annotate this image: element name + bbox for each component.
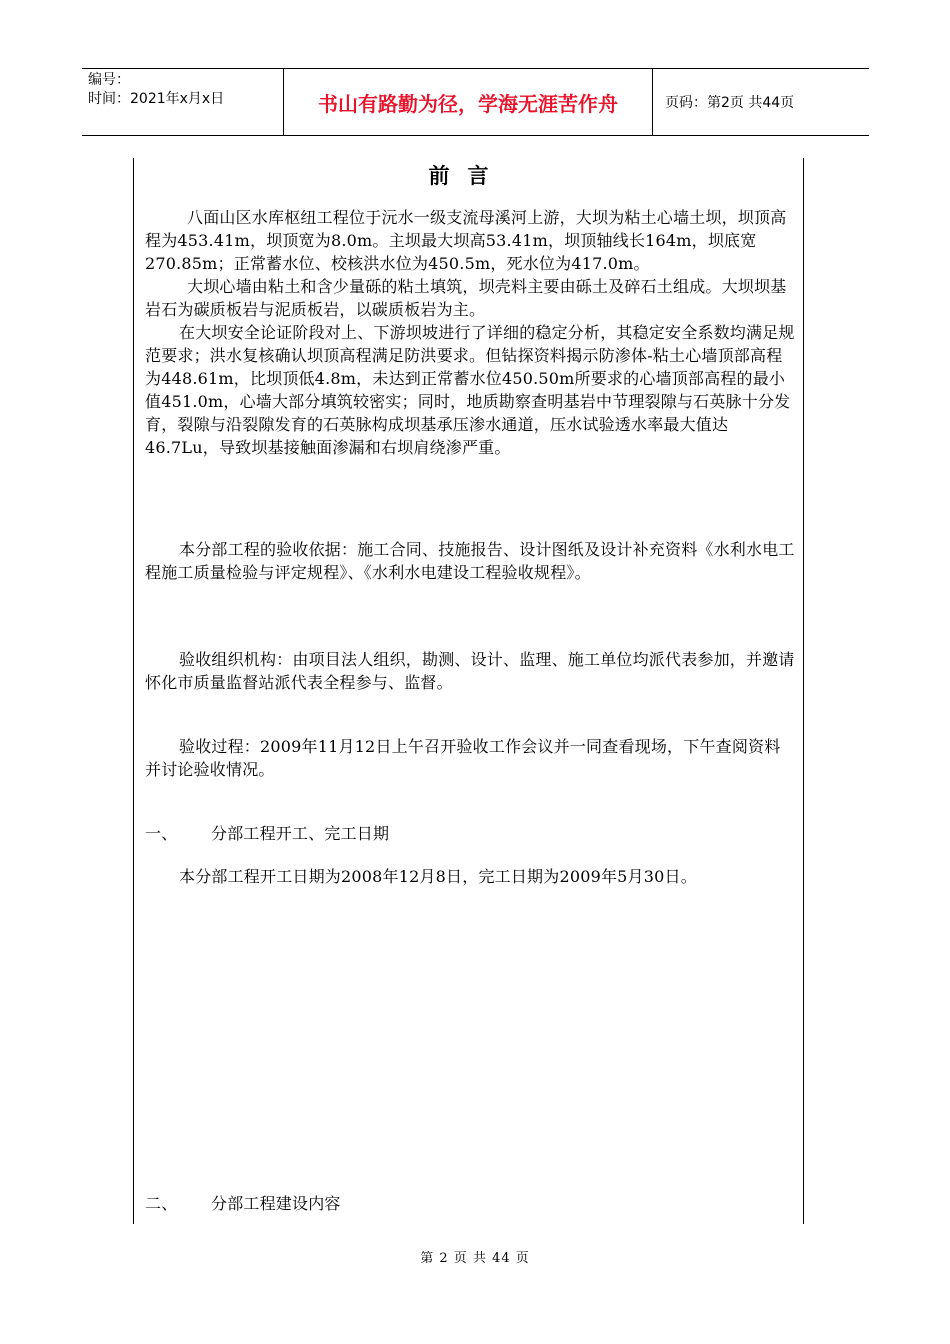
paragraph-dates: 本分部工程开工日期为2008年12月8日，完工日期为2009年5月30日。 — [179, 867, 697, 886]
page-title: 前言 — [428, 164, 507, 188]
section-heading-1 — [145, 822, 796, 845]
paragraph-basis: 本分部工程的验收依据：施工合同、技施报告、设计图纸及设计补充资料《水利水电工程施工质量检验与评定规程》、《水利水电建设工程验收规程》。 — [145, 540, 795, 582]
header-meta — [82, 69, 283, 135]
paragraph-process: 验收过程：2009年11月12日上午召开验收工作会议并一同查看现场，下午查阅资料并讨论验收情况。 — [145, 737, 781, 779]
page-footer: 第 2 页 共 44 页 — [420, 1251, 530, 1266]
body-block-3 — [145, 648, 796, 694]
paragraph-safety: 在大坝安全论证阶段对上、下游坝坡进行了详细的稳定分析，其稳定安全系数均满足规范要求；洪水复核确认坝顶高程满足防洪要求。但钻探资料揭示防渗体-粘土心墙顶部高程为448.61m，比坝顶低4.8m，未达到正常蓄水位450.50m所要求的心墙顶部高程的最小值451.0m，心墙大部分填筑较密实；同时，地质勘察查明基岩中节理裂隙与石英脉十分发育，裂隙与沿裂隙发育的石英脉构成坝基承压渗水通道，压水试验透水率最大值达46.7Lu，导致坝基接触面渗漏和右坝肩绕渗严重。 — [145, 323, 795, 457]
header-page-info: 页码：第2页 共44页 — [665, 95, 795, 111]
number-label: 编号： — [88, 72, 130, 88]
header-table — [82, 68, 869, 136]
paragraph-dam-material: 大坝心墙由粘土和含少量砾的粘土填筑，坝壳料主要由砾土及碎石土组成。大坝坝基岩石为碳质板岩与泥质板岩，以碳质板岩为主。 — [145, 277, 787, 319]
section-heading-2 — [145, 1192, 796, 1215]
body-block-2 — [145, 538, 796, 584]
header-motto: 书山有路勤为径，学海无涯苦作舟 — [283, 69, 653, 135]
section-number: 二、 — [145, 1194, 178, 1213]
body-block-1 — [145, 206, 796, 459]
date-label: 时间：2021年x月x日 — [88, 91, 225, 107]
paragraph-organization: 验收组织机构：由项目法人组织，勘测、设计、监理、施工单位均派代表参加，并邀请怀化市质量监督站派代表全程参与、监督。 — [145, 650, 795, 692]
section-number: 一、 — [145, 824, 178, 843]
section-title: 分部工程建设内容 — [211, 1194, 341, 1213]
body-block-4 — [145, 735, 796, 781]
paragraph-intro: 八面山区水库枢纽工程位于沅水一级支流母溪河上游，大坝为粘土心墙土坝，坝顶高程为453.41m，坝顶宽为8.0m。主坝最大坝高53.41m，坝顶轴线长164m，坝底宽270.85m；正常蓄水位、校核洪水位为450.5m，死水位为417.0m。 — [145, 208, 787, 273]
body-block-5 — [145, 865, 796, 888]
section-title: 分部工程开工、完工日期 — [211, 824, 390, 843]
